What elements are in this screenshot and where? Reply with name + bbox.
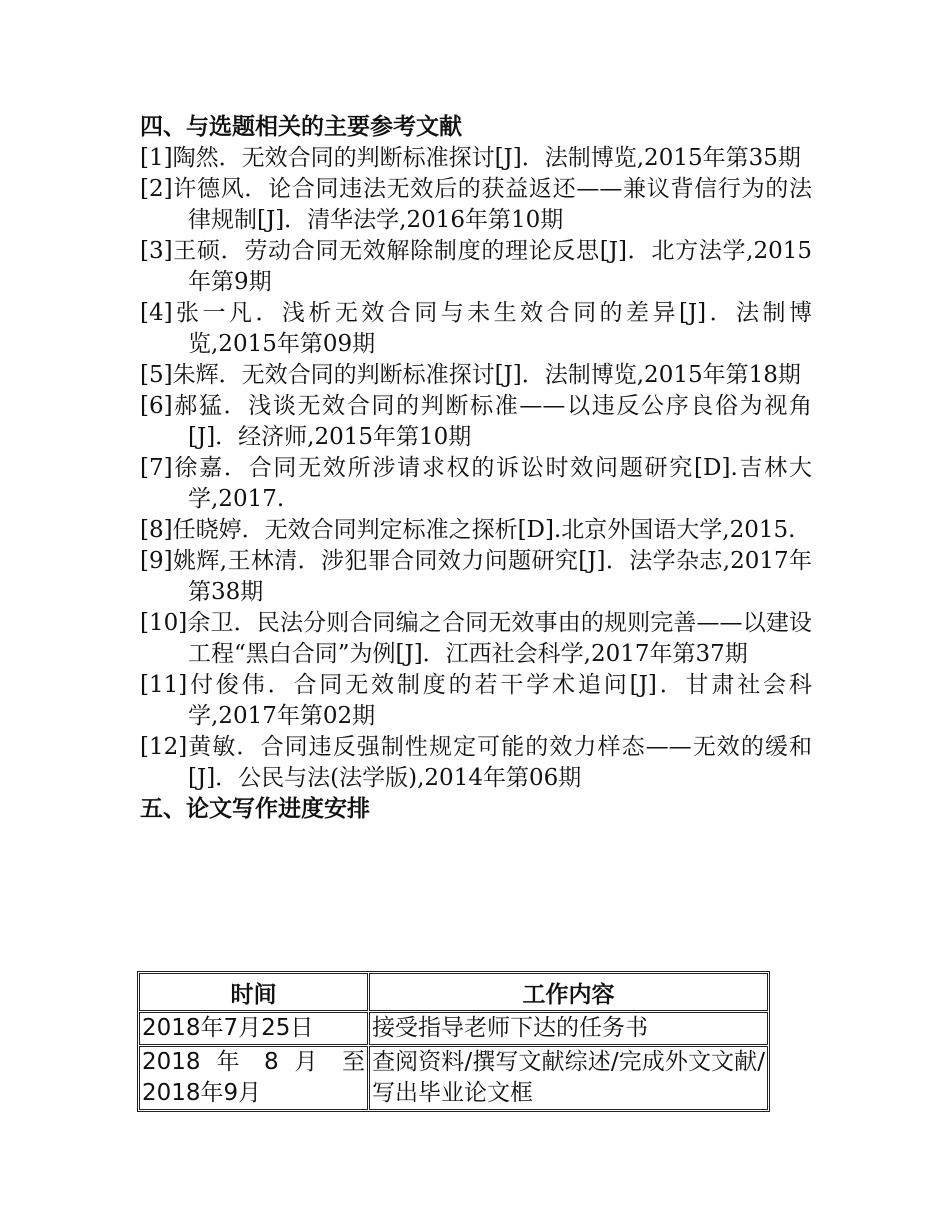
reference-item-5: [5]朱辉．无效合同的判断标准探讨[J]．法制博览,2015年第18期 xyxy=(140,362,801,388)
reference-item-3: [3]王硕．劳动合同无效解除制度的理论反思[J]．北方法学,2015年第9期 xyxy=(140,238,812,295)
section-heading-references: 四、与选题相关的主要参考文献 xyxy=(140,114,462,140)
cell-time: 2018年7月25日 xyxy=(139,1012,368,1045)
reference-item-7: [7]徐嘉．合同无效所涉请求权的诉讼时效问题研究[D].吉林大学,2017. xyxy=(140,455,812,512)
reference-item-1: [1]陶然．无效合同的判断标准探讨[J]．法制博览,2015年第35期 xyxy=(140,145,801,171)
table-header-row xyxy=(139,973,768,1011)
table-row xyxy=(139,1012,768,1045)
reference-item-9: [9]姚辉,王林清．涉犯罪合同效力问题研究[J]．法学杂志,2017年第38期 xyxy=(140,548,812,605)
table-row xyxy=(139,1046,768,1110)
document-body xyxy=(140,112,812,825)
schedule-table xyxy=(137,971,770,1112)
reference-item-4: [4]张一凡．浅析无效合同与未生效合同的差异[J]．法制博览,2015年第09期 xyxy=(140,300,812,357)
cell-time-line2: 2018年9月 xyxy=(142,1080,262,1106)
reference-item-11: [11]付俊伟．合同无效制度的若干学术追问[J]．甘肃社会科学,2017年第02期 xyxy=(140,672,812,729)
reference-item-10: [10]余卫．民法分则合同编之合同无效事由的规则完善——以建设工程“黑白合同”为例[J]．江西社会科学,2017年第37期 xyxy=(140,610,812,667)
header-time: 时间 xyxy=(139,973,368,1011)
reference-item-2: [2]许德风．论合同违法无效后的获益返还——兼议背信行为的法律规制[J]．清华法学,2016年第10期 xyxy=(140,176,812,233)
cell-content: 接受指导老师下达的任务书 xyxy=(369,1012,768,1045)
section-heading-schedule: 五、论文写作进度安排 xyxy=(140,796,370,822)
reference-item-6: [6]郝猛．浅谈无效合同的判断标准——以违反公序良俗为视角[J]．经济师,2015年第10期 xyxy=(140,393,812,450)
header-content: 工作内容 xyxy=(369,973,768,1011)
reference-item-12: [12]黄敏．合同违反强制性规定可能的效力样态——无效的缓和[J]．公民与法(法学版),2014年第06期 xyxy=(140,734,812,791)
cell-content: 查阅资料/撰写文献综述/完成外文文献/写出毕业论文框 xyxy=(369,1046,768,1110)
reference-item-8: [8]任晓婷．无效合同判定标准之探析[D].北京外国语大学,2015. xyxy=(140,517,796,543)
cell-time-line1: 2018 年 8 月 至 xyxy=(142,1049,365,1075)
cell-time xyxy=(139,1046,368,1110)
reference-list xyxy=(140,143,812,794)
